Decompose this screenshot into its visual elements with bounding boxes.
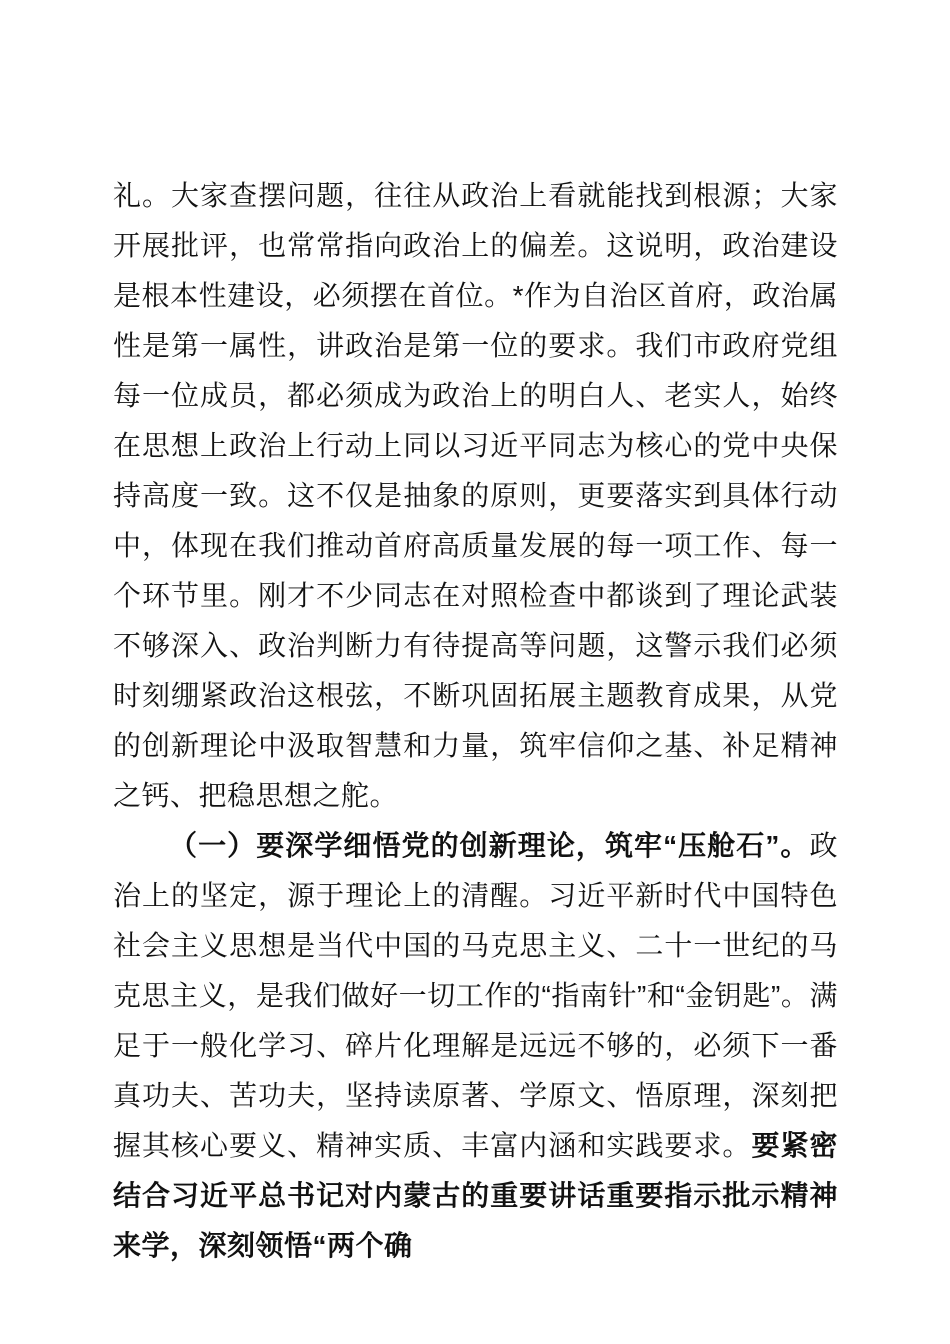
body-paragraph-continued	[113, 171, 838, 821]
body-text: 礼。大家查摆问题，往往从政治上看就能找到根源；大家开展批评，也常常指向政治上的偏差。这说明，政治建设是根本性建设，必须摆在首位。*作为自治区首府，政治属性是第一属性，讲政治是第一位的要求。我们市政府党组每一位成员，都必须成为政治上的明白人、老实人，始终在思想上政治上行动上同以习近平同志为核心的党中央保持高度一致。这不仅是抽象的原则，更要落实到具体行动中，体现在我们推动首府高质量发展的每一项工作、每一个环节里。刚才不少同志在对照检查中都谈到了理论武装不够深入、政治判断力有待提高等问题，这警示我们必须时刻绷紧政治这根弦，不断巩固拓展主题教育成果，从党的创新理论中汲取智慧和力量，筑牢信仰之基、补足精神之钙、把稳思想之舵。	[113, 180, 838, 811]
body-text: 政治上的坚定，源于理论上的清醒。习近平新时代中国特色社会主义思想是当代中国的马克思主义、二十一世纪的马克思主义，是我们做好一切工作的“指南针”和“金钥匙”。满足于一般化学习、碎片化理解是远远不够的，必须下一番真功夫、苦功夫，坚持读原著、学原文、悟原理，深刻把握其核心要义、精神实质、丰富内涵和实践要求。	[113, 830, 838, 1161]
section-heading-text: （一）要深学细悟党的创新理论，筑牢“压舱石”。	[169, 830, 810, 861]
section-one-paragraph	[113, 821, 838, 1271]
directive-emphasis-text: 要紧密结合习近平总书记对内蒙古的重要讲话重要指示批示精神来学，深刻领悟“两个确	[113, 1130, 838, 1261]
